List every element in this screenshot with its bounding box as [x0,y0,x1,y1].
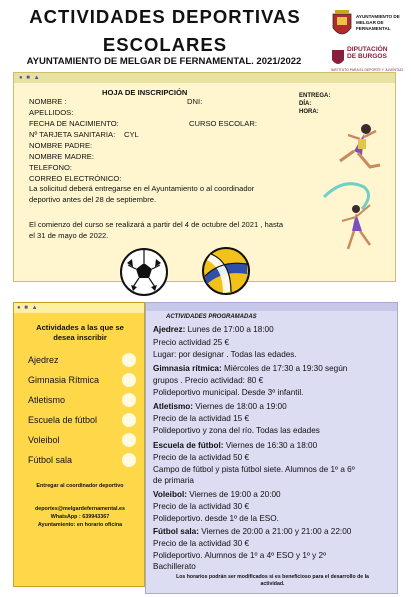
activity-label-voleibol: Voleibol [28,435,60,445]
dni-label: DNI: [187,97,203,106]
note-deadline-line1: La solicitud deberá entregarse en el Ayuntamiento o al coordinador [29,184,255,193]
dia-label: DÍA: [299,101,312,107]
activity-label-atletismo: Atletismo [28,395,66,405]
activity-checkbox-atletismo[interactable] [122,393,136,407]
right-panel-title-bar [146,303,397,311]
ajedrez-place: Lugar: por designar . Todas las edades. [153,350,297,359]
activity-label-futbol: Escuela de fútbol [28,415,98,425]
page-title-line1: ACTIVIDADES DEPORTIVAS [29,6,301,27]
telefono-label: TELEFONO: [29,163,73,172]
nombre-label: NOMBRE : [29,97,67,106]
atletismo-schedule: Viernes de 18:00 a 19:00 [193,402,287,411]
gimnasia-name: Gimnasia rítmica: [153,364,222,373]
futbol-place-cont: de primaria [153,476,194,485]
contact-heading: Entregar al coordinador deportivo [36,483,124,489]
scheduled-activities-heading: ACTIVIDADES PROGRAMADAS [166,314,257,320]
entrega-label: ENTREGA: [299,93,331,99]
activity-checkbox-futbol-sala[interactable] [122,453,136,467]
padre-label: NOMBRE PADRE: [29,141,93,150]
athletes-illustration [314,117,390,257]
futbol-schedule: Viernes de 16:30 a 18:00 [223,441,318,450]
activity-checkbox-ajedrez[interactable] [122,353,136,367]
volleyball-icon [201,246,251,296]
ajedrez-price: Precio actividad 25 € [153,338,230,347]
activity-label-futbol-sala: Fútbol sala [28,455,73,465]
footer-note-line2: actividad. [260,581,285,587]
voleibol-price: Precio de la actividad 30 € [153,502,250,511]
footer-note-line1: Los horarios podrán ser modificados si es beneficioso para el desarrollo de la [176,574,369,580]
fecha-label: FECHA DE NACIMIENTO: [29,119,119,128]
voleibol-name: Voleibol: [153,490,187,499]
gimnasia-place: Polideportivo municipal. Desde 3º infantil. [153,388,304,397]
activity-label-ajedrez: Ajedrez [28,355,59,365]
contact-email[interactable]: deportes@melgardefernamental.es [34,506,126,512]
activity-selection-panel [13,302,145,587]
diputacion-logo [331,46,403,74]
atletismo-name: Atletismo: [153,402,194,411]
futbol-name: Escuela de fútbol: [153,441,224,450]
tarjeta-label: Nº TARJETA SANITARIA: [29,130,116,139]
curso-label: CURSO ESCOLAR: [189,119,257,128]
activity-selection-heading-line1: Actividades a las que se [36,323,124,332]
activity-label-gimnasia: Gimnasia Rítmica [28,375,100,385]
atletismo-price: Precio de la actividad 15 € [153,414,250,423]
ajedrez-name: Ajedrez: [153,325,186,334]
diputacion-line3: INSTITUTO PARA EL DEPORTE Y JUVENTUD [331,68,403,72]
voleibol-schedule: Viernes de 19:00 a 20:00 [186,490,281,499]
soccer-ball-icon [119,247,169,297]
note-start-line2: el 31 de mayo de 2022. [29,231,109,240]
left-panel-dots-icon: ● ■ ▲ [17,305,39,311]
ayuntamiento-logo [331,10,403,42]
scheduled-activities-panel [145,302,398,594]
note-deadline-line2: deportivo antes del 28 de septiembre. [29,195,157,204]
form-title-bar [14,73,395,83]
contact-whatsapp: WhatsApp : 639943367 [50,514,110,520]
diputacion-line2: DE BURGOS [347,53,387,60]
contact-horario: Ayuntamiento: en horario oficina [37,522,123,528]
futbol-price: Precio de la actividad 50 € [153,453,250,462]
page-title-line2: ESCOLARES [102,34,228,55]
note-start-line1: El comienzo del curso se realizará a partir del 4 de octubre del 2021 , hasta [29,220,284,229]
sala-place-cont: Bachillerato [153,562,196,571]
window-dots-icon: ● ■ ▲ [19,75,41,81]
page-subtitle: AYUNTAMIENTO DE MELGAR DE FERNAMENTAL. 2021/2022 [26,56,302,67]
diputacion-line1: DIPUTACIÓN [347,46,388,53]
activity-selection-heading-line2: desea inscribir [53,333,107,342]
form-heading: HOJA DE INSCRIPCIÓN [102,88,188,97]
madre-label: NOMBRE MADRE: [29,152,94,161]
correo-label: CORREO ELECTRÓNICO: [29,174,122,183]
sala-price: Precio de la actividad 30 € [153,539,250,548]
activity-checkbox-voleibol[interactable] [122,433,136,447]
activity-checkbox-gimnasia[interactable] [122,373,136,387]
atletismo-place: Polideportivo y zona del río. Todas las edades [153,426,320,435]
futbol-place: Campo de fútbol y pista fútbol siete. Alumnos de 1º a 6º [153,465,355,474]
gimnasia-price: grupos . Precio actividad: 80 € [153,376,264,385]
hora-label: HORA: [299,109,319,115]
cyl-label: CYL [124,130,139,139]
ajedrez-schedule: Lunes de 17:00 a 18:00 [185,325,274,334]
apellidos-label: APELLIDOS: [29,108,74,117]
gimnasia-schedule: Miércoles de 17:30 a 19:30 según [221,364,348,373]
sala-place: Polideportivo. Alumnos de 1º a 4º ESO y 1º y 2º [153,551,327,560]
sala-schedule: Viernes de 20:00 a 21:00 y 21:00 a 22:00 [198,527,352,536]
activity-checkbox-futbol[interactable] [122,413,136,427]
sala-name: Fútbol sala: [153,527,199,536]
ayuntamiento-logo-text: AYUNTAMIENTO DE MELGAR DE FERNAMENTAL [356,14,400,31]
voleibol-place: Polideportivo. desde 1º de la ESO. [153,514,279,523]
